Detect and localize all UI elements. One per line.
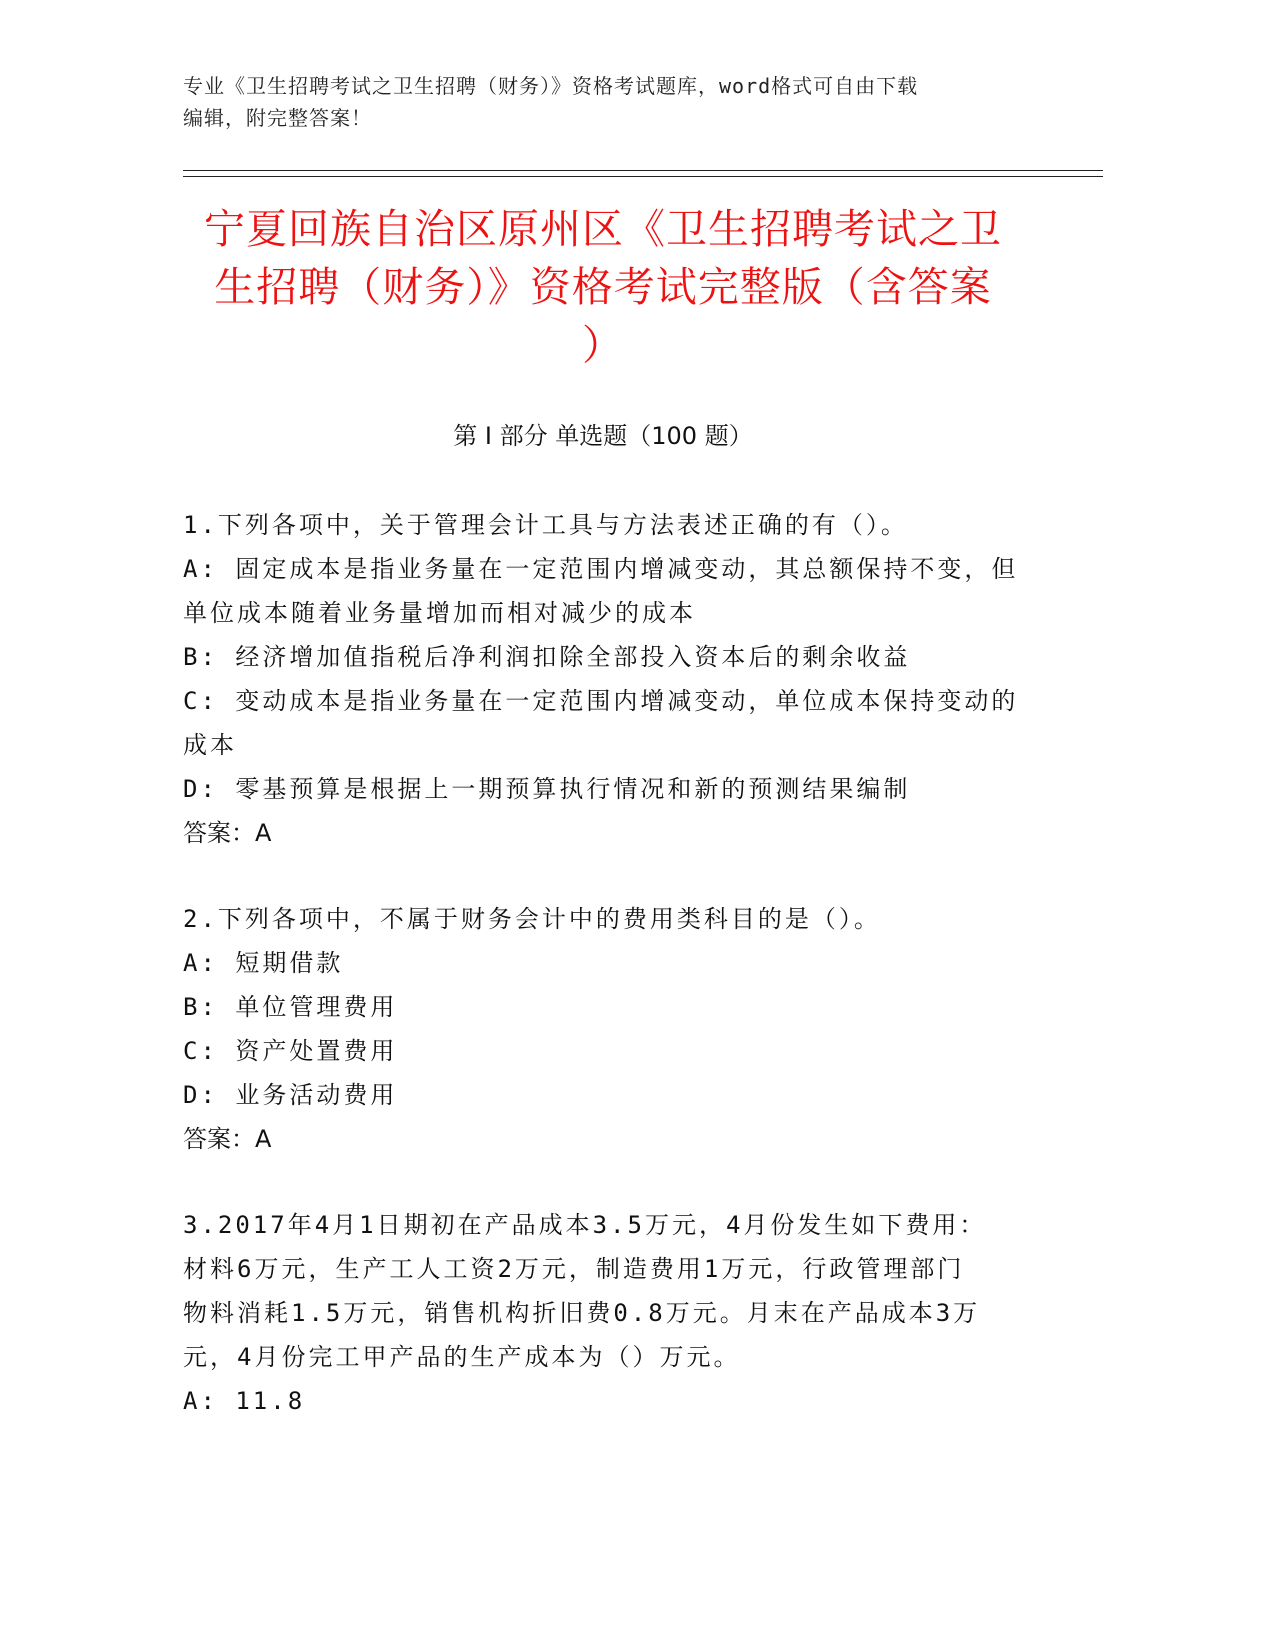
header-note [183,70,1083,134]
option-d: D: 业务活动费用 [183,1081,398,1109]
header-note-line: 专业《卫生招聘考试之卫生招聘（财务）》资格考试题库，word格式可自由下载 [183,74,919,98]
question-2 [183,897,1033,1161]
option-a-continued: 单位成本随着业务量增加而相对减少的成本 [183,599,696,627]
option-b: B: 单位管理费用 [183,993,398,1021]
question-1 [183,503,1033,855]
option-d: D: 零基预算是根据上一期预算执行情况和新的预测结果编制 [183,775,911,803]
question-stem-continued: 物料消耗1.5万元，销售机构折旧费0.8万元。月末在产品成本3万 [183,1299,981,1327]
question-stem: 1.下列各项中，关于管理会计工具与方法表述正确的有（）。 [183,511,908,539]
option-b: B: 经济增加值指税后净利润扣除全部投入资本后的剩余收益 [183,643,911,671]
option-c-continued: 成本 [183,731,237,759]
document-title [183,200,1023,374]
section-heading: 第 I 部分 单选题（100 题） [453,422,753,450]
answer: 答案：A [183,1125,272,1153]
option-a: A: 11.8 [183,1387,306,1415]
question-stem-continued: 材料6万元，生产工人工资2万元，制造费用1万元，行政管理部门 [183,1255,965,1283]
question-stem-continued: 元，4月份完工甲产品的生产成本为（）万元。 [183,1343,741,1371]
header-divider [183,170,1103,171]
title-line: 宁夏回族自治区原州区《卫生招聘考试之卫 [204,205,1002,253]
answer: 答案：A [183,819,272,847]
option-c: C: 变动成本是指业务量在一定范围内增减变动，单位成本保持变动的 [183,687,1019,715]
question-list [183,503,1033,1465]
question-stem: 2.下列各项中，不属于财务会计中的费用类科目的是（）。 [183,905,881,933]
title-line: ） [582,321,624,369]
option-a: A: 固定成本是指业务量在一定范围内增减变动，其总额保持不变，但 [183,555,1019,583]
option-c: C: 资产处置费用 [183,1037,398,1065]
question-3 [183,1203,1033,1423]
question-stem: 3.2017年4月1日期初在产品成本3.5万元，4月份发生如下费用： [183,1211,987,1239]
title-line: 生招聘（财务）》资格考试完整版（含答案 [214,263,992,311]
option-a: A: 短期借款 [183,949,344,977]
header-divider [183,176,1103,177]
header-note-line: 编辑，附完整答案！ [183,106,372,130]
